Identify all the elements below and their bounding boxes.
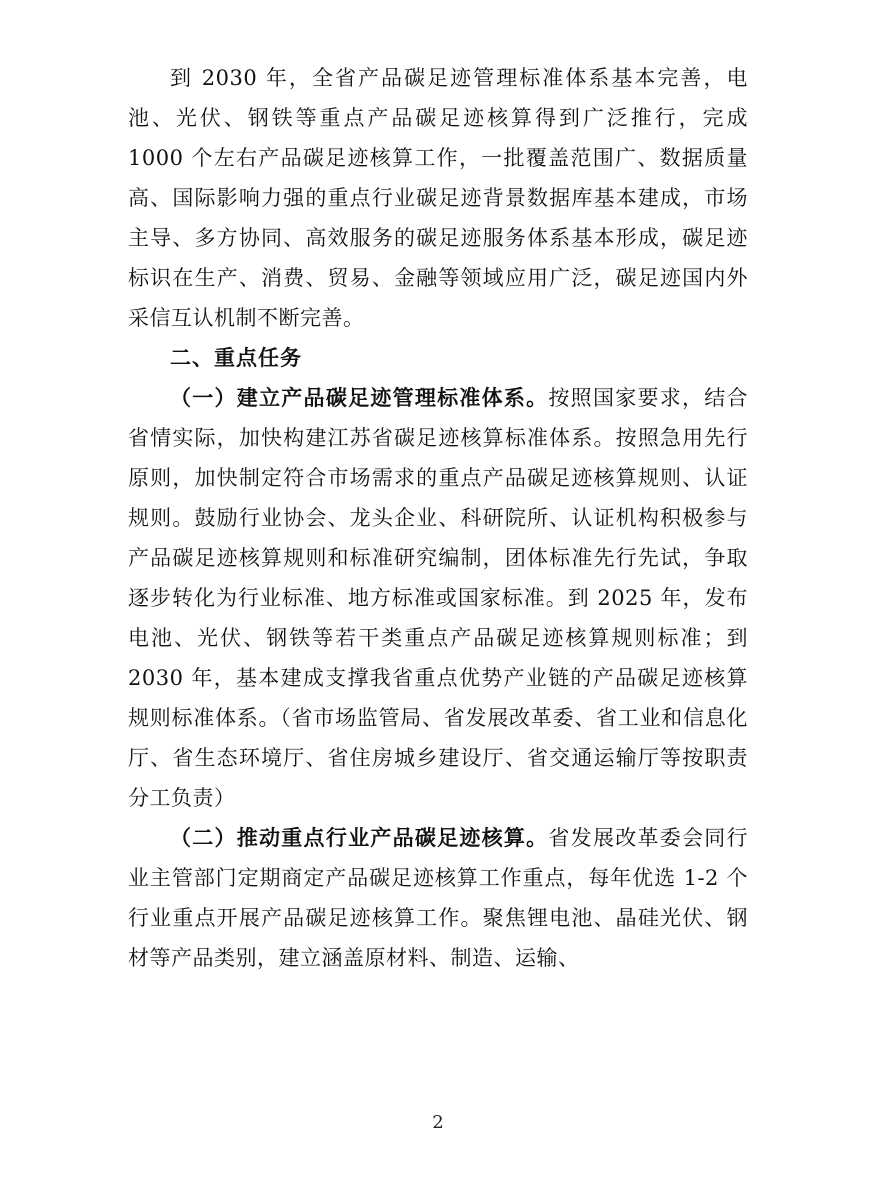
paragraph-goals-2030: 到 2030 年，全省产品碳足迹管理标准体系基本完善，电池、光伏、钢铁等重点产品碳足迹核算得到广泛推行，完成 1000 个左右产品碳足迹核算工作，一批覆盖范围广、数据质量高、国际影响力强的重点行业碳足迹背景数据库基本建成，市场主导、多方协同、高效服务的碳足迹服务体系基本形成，碳足迹标识在生产、消费、贸易、金融等领域应用广泛，碳足迹国内外采信互认机制不断完善。 <box>128 66 748 330</box>
task-2-body: 省发展改革委会同行业主管部门定期商定产品碳足迹核算工作重点，每年优选 1-2 个行业重点开展产品碳足迹核算工作。聚焦锂电池、晶硅光伏、钢材等产品类别，建立涵盖原材料、制造、运输、 <box>128 826 749 970</box>
document-body <box>128 58 748 978</box>
task-2-paragraph <box>128 818 748 978</box>
page-number: 2 <box>432 1112 444 1133</box>
task-1-lead: （一）建立产品碳足迹管理标准体系。 <box>170 385 549 410</box>
task-1-paragraph <box>128 378 748 818</box>
task-1-body: 按照国家要求，结合省情实际，加快构建江苏省碳足迹核算标准体系。按照急用先行原则，加快制定符合市场需求的重点产品碳足迹核算规则、认证规则。鼓励行业协会、龙头企业、科研院所、认证机构积极参与产品碳足迹核算规则和标准研究编制，团体标准先行先试，争取逐步转化为行业标准、地方标准或国家标准。到 2025 年，发布电池、光伏、钢铁等若干类重点产品碳足迹核算规则标准；到 2030 年，基本建成支撑我省重点优势产业链的产品碳足迹核算规则标准体系。（省市场监管局、省发展改革委、省工业和信息化厅、省生态环境厅、省住房城乡建设厅、省交通运输厅等按职责分工负责） <box>128 386 749 810</box>
section-heading-key-tasks: 二、重点任务 <box>170 346 302 370</box>
task-2-lead: （二）推动重点行业产品碳足迹核算。 <box>170 825 549 850</box>
